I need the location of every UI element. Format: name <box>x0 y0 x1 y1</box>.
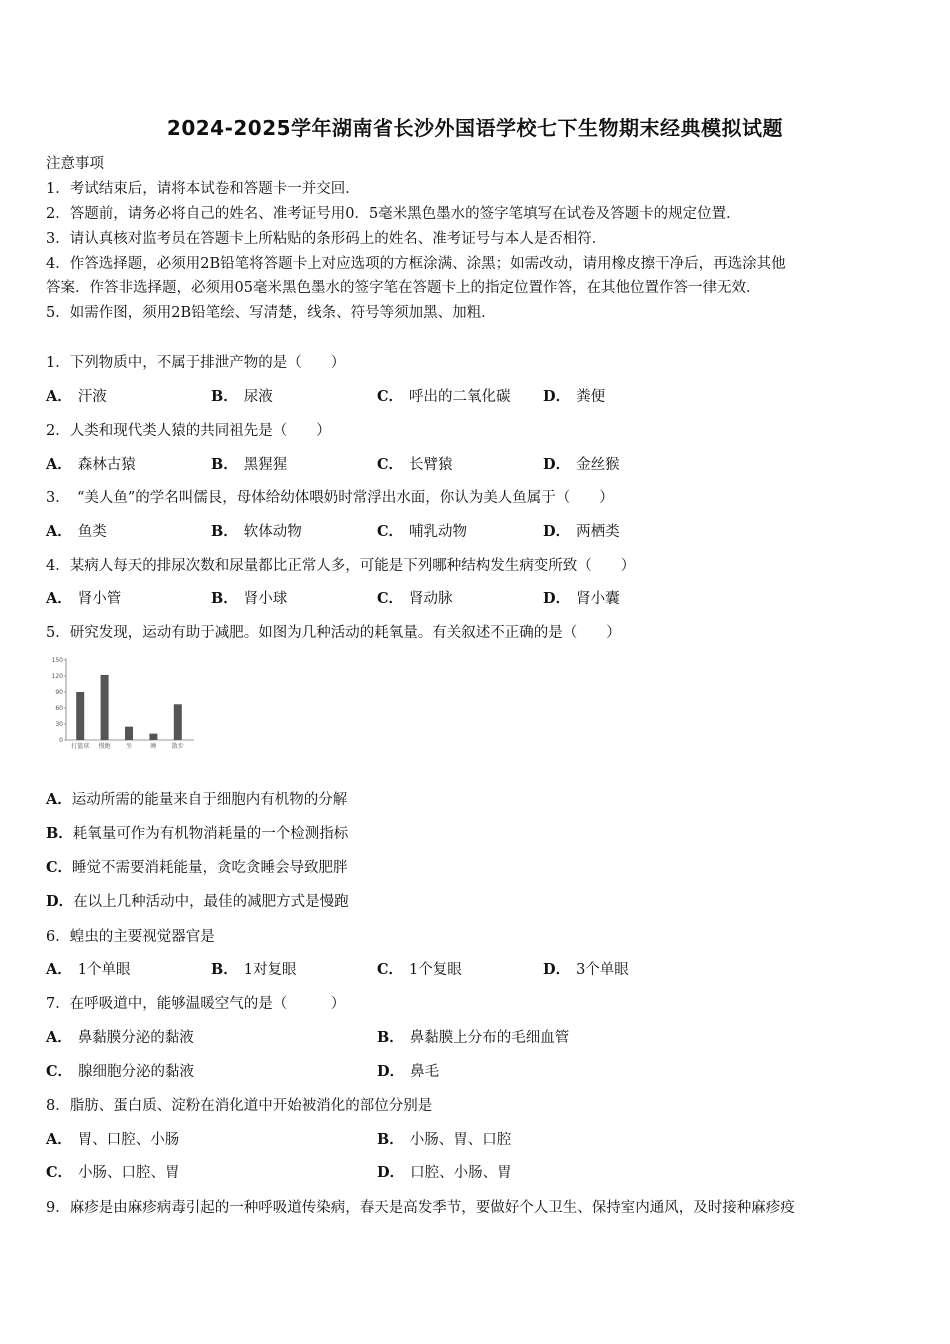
question-5-option-b[interactable]: B．耗氧量可作为有机物消耗量的一个检测指标 <box>46 825 349 842</box>
oxygen-consumption-bar-chart <box>46 654 196 754</box>
option-c[interactable]: C． 1个复眼 <box>377 961 462 978</box>
x-tick-label: 睡 <box>150 743 157 750</box>
option-a[interactable]: A． 肾小管 <box>46 590 122 607</box>
note-item: 1．考试结束后，请将本试卷和答题卡一并交回． <box>46 181 360 197</box>
option-c[interactable]: C． 哺乳动物 <box>377 523 468 540</box>
option-d[interactable]: D． 肾小囊 <box>543 590 620 607</box>
y-tick-label: 30 <box>55 721 63 728</box>
option-c[interactable]: C． 呼出的二氧化碳 <box>377 388 511 405</box>
x-tick-label: 坐 <box>125 743 133 750</box>
option-a[interactable]: A． 森林古猿 <box>46 456 136 473</box>
option-a[interactable]: A． 1个单眼 <box>46 961 131 978</box>
question-5-text: 5．研究发现，运动有助于减肥。如图为几种活动的耗氧量。有关叙述不正确的是（ ） <box>46 625 621 641</box>
bar <box>174 704 182 740</box>
option-a[interactable]: A． 鼻黏膜分泌的黏液 <box>46 1029 194 1046</box>
note-item: 3．请认真核对监考员在答题卡上所粘贴的条形码上的姓名、准考证号与本人是否相符． <box>46 231 607 247</box>
page-title: 2024-2025学年湖南省长沙外国语学校七下生物期末经典模拟试题 <box>166 116 784 140</box>
y-tick-label: 0 <box>59 737 63 744</box>
option-a[interactable]: A． 鱼类 <box>46 523 107 540</box>
question-5-option-d[interactable]: D．在以上几种活动中，最佳的减肥方式是慢跑 <box>46 893 349 910</box>
option-a[interactable]: A． 胃、口腔、小肠 <box>46 1131 180 1148</box>
option-d[interactable]: D． 金丝猴 <box>543 456 620 473</box>
option-d[interactable]: D． 3个单眼 <box>543 961 629 978</box>
note-item: 2．答题前，请务必将自己的姓名、准考证号用0．5毫米黑色墨水的签字笔填写在试卷及答题卡的规定位置． <box>46 206 741 222</box>
question-3-text: 3． “美人鱼”的学名叫儒艮，母体给幼体喂奶时常浮出水面，你认为美人鱼属于（ ） <box>46 490 614 506</box>
option-c[interactable]: C． 腺细胞分泌的黏液 <box>46 1063 195 1080</box>
option-b[interactable]: B． 1对复眼 <box>211 961 297 978</box>
note-item: 5．如需作图，须用2B铅笔绘、写清楚，线条、符号等须加黑、加粗． <box>46 305 496 321</box>
question-9-text: 9．麻疹是由麻疹病毒引起的一种呼吸道传染病，春天是高发季节，要做好个人卫生、保持室内通风，及时接种麻疹疫 <box>46 1200 795 1216</box>
note-item: 答案．作答非选择题，必须用05毫米黑色墨水的签字笔在答题卡上的指定位置作答，在其他位置作答一律无效． <box>46 280 761 296</box>
bar <box>125 727 133 740</box>
option-d[interactable]: D． 两栖类 <box>543 523 620 540</box>
y-tick-label: 120 <box>51 673 63 680</box>
question-8-text: 8．脂肪、蛋白质、淀粉在消化道中开始被消化的部位分别是 <box>46 1098 433 1114</box>
x-tick-label: 打篮球 <box>71 743 90 750</box>
note-item: 4．作答选择题，必须用2B铅笔将答题卡上对应选项的方框涂满、涂黑；如需改动，请用橡皮擦干净后，再选涂其他 <box>46 256 786 272</box>
option-d[interactable]: D． 粪便 <box>543 388 606 405</box>
y-tick-label: 150 <box>51 657 63 664</box>
question-2-text: 2．人类和现代类人猿的共同祖先是（ ） <box>46 423 331 439</box>
y-tick-label: 90 <box>55 689 63 696</box>
option-c[interactable]: C． 小肠、口腔、胃 <box>46 1164 180 1181</box>
question-5-option-c[interactable]: C．睡觉不需要消耗能量，贪吃贪睡会导致肥胖 <box>46 859 348 876</box>
bar <box>101 675 109 740</box>
option-a[interactable]: A． 汗液 <box>46 388 107 405</box>
option-c[interactable]: C． 肾动脉 <box>377 590 453 607</box>
option-b[interactable]: B． 尿液 <box>211 388 273 405</box>
question-4-text: 4．某病人每天的排尿次数和尿量都比正常人多，可能是下列哪种结构发生病变所致（ ） <box>46 558 636 574</box>
option-b[interactable]: B． 软体动物 <box>211 523 302 540</box>
option-b[interactable]: B． 鼻黏膜上分布的毛细血管 <box>377 1029 570 1046</box>
notes-heading: 注意事项 <box>46 156 104 172</box>
option-c[interactable]: C． 长臂猿 <box>377 456 453 473</box>
question-1-text: 1．下列物质中，不属于排泄产物的是（ ） <box>46 355 346 371</box>
question-6-text: 6．蝗虫的主要视觉器官是 <box>46 929 215 945</box>
x-tick-label: 散步 <box>171 743 184 750</box>
question-5-option-a[interactable]: A．运动所需的能量来自于细胞内有机物的分解 <box>46 791 348 808</box>
bar <box>76 692 84 740</box>
option-d[interactable]: D． 鼻毛 <box>377 1063 440 1080</box>
option-b[interactable]: B． 肾小球 <box>211 590 288 607</box>
option-d[interactable]: D． 口腔、小肠、胃 <box>377 1164 512 1181</box>
option-b[interactable]: B． 黑猩猩 <box>211 456 288 473</box>
question-7-text: 7．在呼吸道中，能够温暖空气的是（ ） <box>46 996 346 1012</box>
x-tick-label: 慢跑 <box>98 743 111 750</box>
option-b[interactable]: B． 小肠、胃、口腔 <box>377 1131 512 1148</box>
y-tick-label: 60 <box>55 705 63 712</box>
bar <box>149 734 157 740</box>
